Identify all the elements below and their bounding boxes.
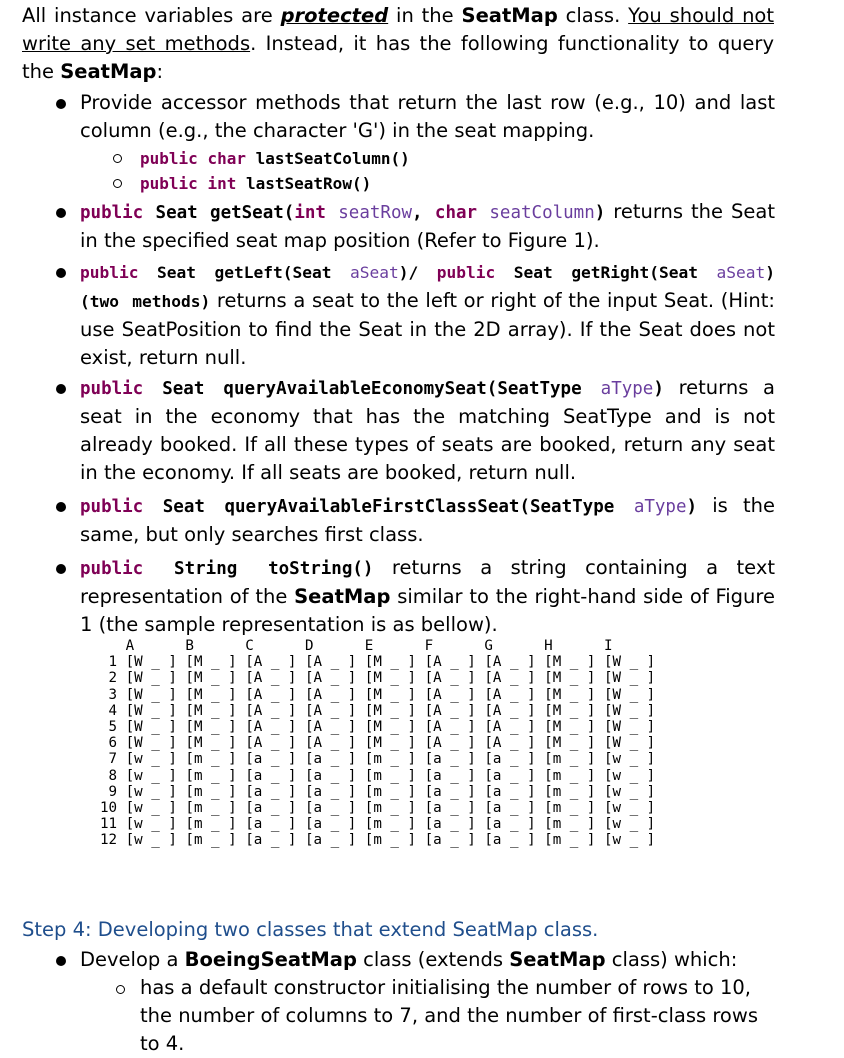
bullet-query-first-class: public Seat queryAvailableFirstClassSeat(SeatType aType) is the same, but only searches first class. xyxy=(80,494,775,546)
seat-row: 11 [w _ ] [m _ ] [a _ ] [a _ ] [m _ ] [a _ ] [a _ ] [m _ ] [w _ ] xyxy=(100,816,656,833)
method-last-seat-column: public char lastSeatColumn() xyxy=(140,149,410,168)
bullet-dot xyxy=(56,99,66,109)
bullet-get-seat: public Seat getSeat(int seatRow, char seatColumn) returns the Seat in the specified seat map position (Refer to Figure 1). xyxy=(80,200,775,252)
seat-row: 10 [w _ ] [m _ ] [a _ ] [a _ ] [m _ ] [a _ ] [a _ ] [m _ ] [w _ ] xyxy=(100,800,656,817)
bullet-boeing-seatmap: Develop a BoeingSeatMap class (extends SeatMap class) which: xyxy=(80,948,738,971)
seat-row: 9 [w _ ] [m _ ] [a _ ] [a _ ] [m _ ] [a _ ] [a _ ] [m _ ] [w _ ] xyxy=(100,783,656,800)
seat-row: 2 [W _ ] [M _ ] [A _ ] [A _ ] [M _ ] [A _ ] [A _ ] [M _ ] [W _ ] xyxy=(100,670,656,687)
seat-row: 5 [W _ ] [M _ ] [A _ ] [A _ ] [M _ ] [A _ ] [A _ ] [M _ ] [W _ ] xyxy=(100,719,656,736)
intro-paragraph: All instance variables are protected in the SeatMap class. You should not write any set methods. Instead, it has the following functionality to query the SeatMap: xyxy=(22,4,775,83)
sub-bullet-circle xyxy=(113,154,122,163)
bullet-get-left-right: public Seat getLeft(Seat aSeat)/ public Seat getRight(Seat aSeat) (two methods) returns a seat to the left or right of the input Seat. (Hint: use SeatPosition to find the Seat in the 2D array). If the Seat does not exist, return null. xyxy=(80,263,776,369)
bullet-dot xyxy=(56,502,66,512)
seat-row: 1 [W _ ] [M _ ] [A _ ] [A _ ] [M _ ] [A _ ] [A _ ] [M _ ] [W _ ] xyxy=(100,654,656,671)
bullet-dot xyxy=(56,208,66,218)
bullet-dot xyxy=(56,564,66,574)
seat-row: 3 [W _ ] [M _ ] [A _ ] [A _ ] [M _ ] [A _ ] [A _ ] [M _ ] [W _ ] xyxy=(100,686,656,703)
sub-bullet-circle xyxy=(113,179,122,188)
bullet-query-economy: public Seat queryAvailableEconomySeat(SeatType aType) returns a seat in the economy that has the matching SeatType and is not already booked. If all these types of seats are booked, return any seat in the economy. If all seats are booked, return null. xyxy=(80,376,775,484)
seat-map-header: A B C D E F G H I xyxy=(100,638,613,654)
seat-row: 6 [W _ ] [M _ ] [A _ ] [A _ ] [M _ ] [A _ ] [A _ ] [M _ ] [W _ ] xyxy=(100,735,656,752)
method-last-seat-row: public int lastSeatRow() xyxy=(140,174,372,193)
seat-row: 12 [w _ ] [m _ ] [a _ ] [a _ ] [m _ ] [a _ ] [a _ ] [m _ ] [w _ ] xyxy=(100,832,656,849)
step4-heading: Step 4: Developing two classes that extend SeatMap class. xyxy=(22,918,599,941)
bullet-dot xyxy=(56,956,66,966)
sub-bullet-circle xyxy=(116,985,125,994)
bullet-dot xyxy=(56,384,66,394)
bullet-dot xyxy=(56,268,66,278)
seat-row: 4 [W _ ] [M _ ] [A _ ] [A _ ] [M _ ] [A _ ] [A _ ] [M _ ] [W _ ] xyxy=(100,702,656,719)
bullet-accessors: Provide accessor methods that return the last row (e.g., 10) and last column (e.g., the character 'G') in the seat mapping. xyxy=(80,91,775,142)
no-set-methods-note: You should not write any set methods xyxy=(22,4,775,55)
seat-row: 7 [w _ ] [m _ ] [a _ ] [a _ ] [m _ ] [a _ ] [a _ ] [m _ ] [w _ ] xyxy=(100,751,656,768)
boeing-constructor-note: has a default constructor initialising the number of rows to 10, the number of columns to 7, and the number of first-class rows to 4. xyxy=(140,976,758,1055)
seat-row: 8 [w _ ] [m _ ] [a _ ] [a _ ] [m _ ] [a _ ] [a _ ] [m _ ] [w _ ] xyxy=(100,767,656,784)
bullet-to-string: public String toString() returns a string containing a text representation of the SeatMap similar to the right-hand side of Figure 1 (the sample representation is as bellow). xyxy=(80,556,776,636)
protected-keyword: protected xyxy=(280,4,389,27)
seat-map-text xyxy=(100,638,655,849)
